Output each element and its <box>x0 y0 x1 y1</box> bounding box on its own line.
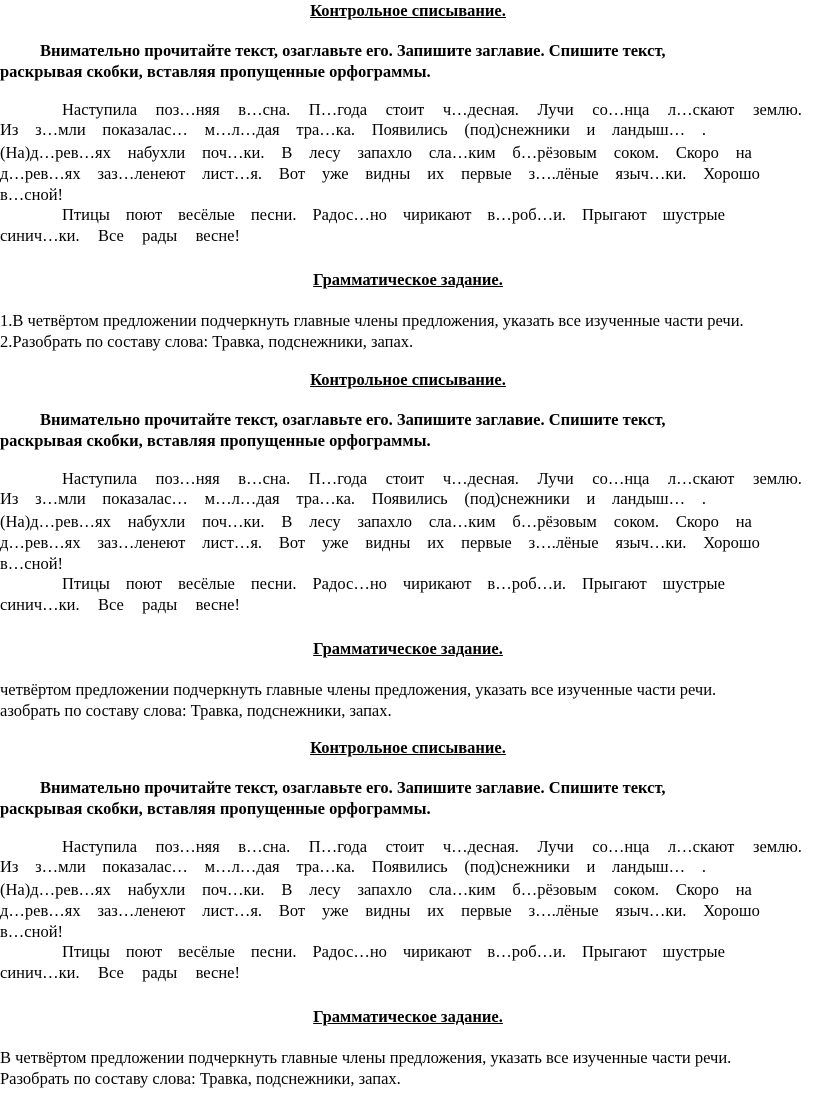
word: . <box>701 857 706 876</box>
text-line <box>0 512 752 533</box>
word: л…скают <box>667 469 735 488</box>
word: рады <box>142 595 178 614</box>
text-line <box>0 533 760 554</box>
word: б…рёзовым <box>512 143 597 162</box>
word: Хорошо <box>703 901 760 920</box>
word: запахло <box>357 512 412 531</box>
word: со…нца <box>592 837 650 856</box>
word: песни. <box>250 574 297 593</box>
word: Лучи <box>537 100 574 119</box>
word: запахло <box>357 880 412 899</box>
word: заз…ленеют <box>97 533 186 552</box>
word: синич…ки. <box>0 595 80 614</box>
word: лесу <box>309 880 341 899</box>
word: рады <box>142 963 178 982</box>
word: б…рёзовым <box>512 880 597 899</box>
word: весне! <box>195 963 240 982</box>
word: Из <box>0 120 19 139</box>
word: набухли <box>127 143 186 162</box>
word: землю. <box>752 100 802 119</box>
text-line <box>0 143 752 164</box>
instruction-line: раскрывая скобки, вставляя пропущенные орфограммы. <box>0 62 431 81</box>
word: (под)снежники <box>464 489 570 508</box>
word: показалас… <box>102 857 188 876</box>
word: синич…ки. <box>0 226 80 245</box>
text-line <box>62 469 802 490</box>
word: ландыш… <box>612 120 686 139</box>
word: Птицы <box>62 205 110 224</box>
word: П…года <box>308 469 368 488</box>
word: лист…я. <box>202 164 263 183</box>
word: . <box>701 489 706 508</box>
word: на <box>735 512 752 531</box>
section-title: Контрольное списывание. <box>310 370 506 389</box>
word: шустрые <box>662 942 725 961</box>
word: со…нца <box>592 100 650 119</box>
word: шустрые <box>662 205 725 224</box>
instruction-line: раскрывая скобки, вставляя пропущенные орфограммы. <box>0 431 431 450</box>
text-line <box>0 595 240 616</box>
word: д…рев…ях <box>0 164 81 183</box>
word: в…роб…и. <box>487 942 567 961</box>
text-line <box>0 164 760 185</box>
word: языч…ки. <box>615 164 687 183</box>
word: видны <box>365 901 411 920</box>
word: Радос…но <box>312 205 387 224</box>
word: землю. <box>752 469 802 488</box>
word: чирикают <box>402 205 472 224</box>
word: сла…ким <box>428 143 496 162</box>
word: (На)д…рев…ях <box>0 512 111 531</box>
word: Вот <box>278 164 306 183</box>
text-line: в…сной! <box>0 554 64 573</box>
text-line <box>62 837 802 858</box>
word: уже <box>322 901 349 920</box>
word: весне! <box>195 226 240 245</box>
word: ч…десная. <box>442 469 519 488</box>
instruction-line: Внимательно прочитайте текст, озаглавьте его. Запишите заглавие. Спишите текст, <box>40 410 666 429</box>
word: песни. <box>250 942 297 961</box>
word: Наступила <box>62 469 138 488</box>
word: в…сна. <box>238 837 291 856</box>
word: лесу <box>309 512 341 531</box>
grammar-title: Грамматическое задание. <box>313 270 503 289</box>
text-line <box>62 574 725 595</box>
word: весне! <box>195 595 240 614</box>
word: В <box>281 880 293 899</box>
word: стоит <box>385 100 425 119</box>
word: тра…ка. <box>296 857 356 876</box>
word: набухли <box>127 880 186 899</box>
word: их <box>427 164 445 183</box>
word: видны <box>365 533 411 552</box>
grammar-title: Грамматическое задание. <box>313 639 503 658</box>
word: (На)д…рев…ях <box>0 880 111 899</box>
text-line <box>0 120 706 141</box>
word: поют <box>125 205 163 224</box>
word: Радос…но <box>312 574 387 593</box>
word: Прыгают <box>582 205 647 224</box>
word: на <box>735 880 752 899</box>
word: д…рев…ях <box>0 533 81 552</box>
word: Хорошо <box>703 533 760 552</box>
section-title: Контрольное списывание. <box>310 738 506 757</box>
task-line: четвёртом предложении подчеркнуть главные члены предложения, указать все изученные части речи. <box>0 680 717 699</box>
word: Вот <box>278 901 306 920</box>
word: поют <box>125 574 163 593</box>
word: запахло <box>357 143 412 162</box>
text-line <box>0 880 752 901</box>
task-line: 1.В четвёртом предложении подчеркнуть главные члены предложения, указать все изученные части речи. <box>0 311 744 330</box>
text-line <box>0 226 240 247</box>
word: заз…ленеют <box>97 164 186 183</box>
word: на <box>735 143 752 162</box>
word: В <box>281 143 293 162</box>
word: Наступила <box>62 100 138 119</box>
word: Прыгают <box>582 942 647 961</box>
word: Лучи <box>537 469 574 488</box>
word: языч…ки. <box>615 533 687 552</box>
text-line <box>0 489 706 510</box>
text-line <box>62 100 802 121</box>
word: (под)снежники <box>464 120 570 139</box>
word: поз…няя <box>155 837 220 856</box>
word: заз…ленеют <box>97 901 186 920</box>
word: Появились <box>371 489 448 508</box>
word: в…сна. <box>238 100 291 119</box>
word: сла…ким <box>428 512 496 531</box>
text-line: в…сной! <box>0 185 64 204</box>
task-line: 2.Разобрать по составу слова: Травка, подснежники, запах. <box>0 332 414 351</box>
word: уже <box>322 533 349 552</box>
word: ч…десная. <box>442 100 519 119</box>
text-line: в…сной! <box>0 922 64 941</box>
word: Появились <box>371 120 448 139</box>
word: Птицы <box>62 574 110 593</box>
word: П…года <box>308 837 368 856</box>
word: лист…я. <box>202 901 263 920</box>
word: В <box>281 512 293 531</box>
word: ч…десная. <box>442 837 519 856</box>
word: Скоро <box>675 143 719 162</box>
grammar-title: Грамматическое задание. <box>313 1007 503 1026</box>
text-line <box>0 963 240 984</box>
task-line: В четвёртом предложении подчеркнуть главные члены предложения, указать все изученные части речи. <box>0 1048 732 1067</box>
word: Появились <box>371 857 448 876</box>
word: Из <box>0 489 19 508</box>
text-line <box>0 901 760 922</box>
word: песни. <box>250 205 297 224</box>
word: стоит <box>385 837 425 856</box>
word: Наступила <box>62 837 138 856</box>
word: поч…ки. <box>202 512 265 531</box>
word: весёлые <box>178 942 235 961</box>
word: м…л…дая <box>204 120 280 139</box>
word: в…сна. <box>238 469 291 488</box>
word: в…роб…и. <box>487 205 567 224</box>
word: соком. <box>613 512 660 531</box>
word: рады <box>142 226 178 245</box>
word: их <box>427 533 445 552</box>
word: поч…ки. <box>202 143 265 162</box>
word: стоит <box>385 469 425 488</box>
task-line: Разобрать по составу слова: Травка, подснежники, запах. <box>0 1069 401 1088</box>
word: Все <box>97 963 124 982</box>
word: весёлые <box>178 205 235 224</box>
word: б…рёзовым <box>512 512 597 531</box>
word: поз…няя <box>155 100 220 119</box>
instruction-line: Внимательно прочитайте текст, озаглавьте его. Запишите заглавие. Спишите текст, <box>40 41 666 60</box>
instruction-line: раскрывая скобки, вставляя пропущенные орфограммы. <box>0 799 431 818</box>
word: Радос…но <box>312 942 387 961</box>
word: и <box>586 489 596 508</box>
word: з….лёные <box>528 164 599 183</box>
word: Хорошо <box>703 164 760 183</box>
word: лесу <box>309 143 341 162</box>
word: з….лёные <box>528 901 599 920</box>
word: . <box>701 120 706 139</box>
word: набухли <box>127 512 186 531</box>
word: первые <box>461 164 512 183</box>
word: Скоро <box>675 880 719 899</box>
word: лист…я. <box>202 533 263 552</box>
word: в…роб…и. <box>487 574 567 593</box>
word: Прыгают <box>582 574 647 593</box>
word: землю. <box>752 837 802 856</box>
word: соком. <box>613 143 660 162</box>
word: соком. <box>613 880 660 899</box>
word: поют <box>125 942 163 961</box>
word: з….лёные <box>528 533 599 552</box>
word: их <box>427 901 445 920</box>
word: П…года <box>308 100 368 119</box>
word: показалас… <box>102 120 188 139</box>
word: поз…няя <box>155 469 220 488</box>
word: м…л…дая <box>204 857 280 876</box>
word: и <box>586 857 596 876</box>
word: уже <box>322 164 349 183</box>
word: Птицы <box>62 942 110 961</box>
word: первые <box>461 901 512 920</box>
word: Вот <box>278 533 306 552</box>
text-line <box>62 205 725 226</box>
word: Скоро <box>675 512 719 531</box>
word: з…мли <box>35 857 86 876</box>
word: видны <box>365 164 411 183</box>
word: сла…ким <box>428 880 496 899</box>
word: весёлые <box>178 574 235 593</box>
instruction-line: Внимательно прочитайте текст, озаглавьте его. Запишите заглавие. Спишите текст, <box>40 778 666 797</box>
word: Лучи <box>537 837 574 856</box>
word: и <box>586 120 596 139</box>
word: языч…ки. <box>615 901 687 920</box>
word: Из <box>0 857 19 876</box>
word: первые <box>461 533 512 552</box>
word: шустрые <box>662 574 725 593</box>
word: м…л…дая <box>204 489 280 508</box>
word: показалас… <box>102 489 188 508</box>
word: (под)снежники <box>464 857 570 876</box>
word: тра…ка. <box>296 120 356 139</box>
text-line <box>0 857 706 878</box>
word: д…рев…ях <box>0 901 81 920</box>
word: чирикают <box>402 574 472 593</box>
word: со…нца <box>592 469 650 488</box>
task-line: азобрать по составу слова: Травка, подснежники, запах. <box>0 701 392 720</box>
section-title: Контрольное списывание. <box>310 1 506 20</box>
word: (На)д…рев…ях <box>0 143 111 162</box>
word: поч…ки. <box>202 880 265 899</box>
text-line <box>62 942 725 963</box>
word: з…мли <box>35 489 86 508</box>
word: з…мли <box>35 120 86 139</box>
word: чирикают <box>402 942 472 961</box>
word: л…скают <box>667 837 735 856</box>
word: ландыш… <box>612 857 686 876</box>
word: Все <box>97 595 124 614</box>
word: л…скают <box>667 100 735 119</box>
word: тра…ка. <box>296 489 356 508</box>
word: синич…ки. <box>0 963 80 982</box>
word: Все <box>97 226 124 245</box>
word: ландыш… <box>612 489 686 508</box>
